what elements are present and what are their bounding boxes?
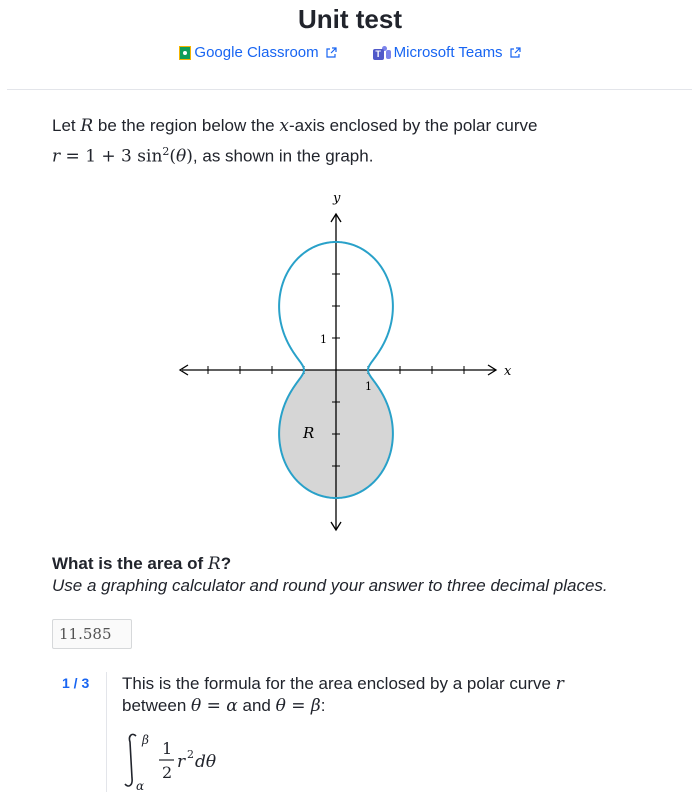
- integral-lower: α: [136, 779, 145, 792]
- microsoft-teams-link[interactable]: [373, 44, 521, 61]
- eq-r: r: [52, 146, 61, 167]
- microsoft-teams-icon: T: [373, 46, 391, 60]
- question-main: What is the area of R?: [52, 554, 232, 574]
- hint-text: This is the formula for the area enclosed by a polar curve r between θ = α and θ = β:: [122, 674, 564, 716]
- integral-sign: [125, 734, 136, 786]
- y-axis-label: y: [333, 191, 341, 206]
- microsoft-teams-label: Microsoft Teams: [393, 44, 503, 61]
- area-formula: [122, 730, 262, 792]
- x-tick-label-1: 1: [365, 380, 372, 393]
- header-divider: [7, 89, 692, 90]
- google-classroom-icon: [179, 46, 191, 60]
- x-axis-label: x: [504, 364, 512, 379]
- var-R: R: [80, 116, 94, 136]
- hint-divider: [106, 672, 107, 792]
- integral-upper: β: [142, 733, 149, 747]
- formula-sup: 2: [187, 748, 194, 761]
- google-classroom-label: Google Classroom: [194, 44, 319, 61]
- region-label: R: [303, 424, 315, 442]
- page-title: Unit test: [298, 4, 402, 34]
- question-instruction: Use a graphing calculator and round your answer to three decimal places.: [52, 576, 608, 595]
- problem-statement: Let R be the region below the x-axis enclosed by the polar curve r = 1 + 3 $\sin^2(\theta)$, as shown in the graph.: [52, 116, 538, 167]
- external-link-icon: [509, 47, 521, 59]
- formula-d-theta: dθ: [195, 752, 217, 772]
- google-classroom-link[interactable]: [179, 44, 336, 61]
- share-row: [0, 44, 700, 61]
- y-tick-label-1: 1: [320, 333, 327, 346]
- answer-input[interactable]: 11.585: [52, 619, 132, 649]
- polar-graph: [170, 180, 530, 540]
- hint-counter: 1 / 3: [62, 675, 90, 691]
- question: [52, 553, 608, 597]
- fraction-den: 2: [162, 763, 173, 782]
- formula-r: r: [177, 752, 186, 772]
- fraction-num: 1: [162, 739, 173, 758]
- external-link-icon: [325, 47, 337, 59]
- var-x: x: [279, 116, 289, 136]
